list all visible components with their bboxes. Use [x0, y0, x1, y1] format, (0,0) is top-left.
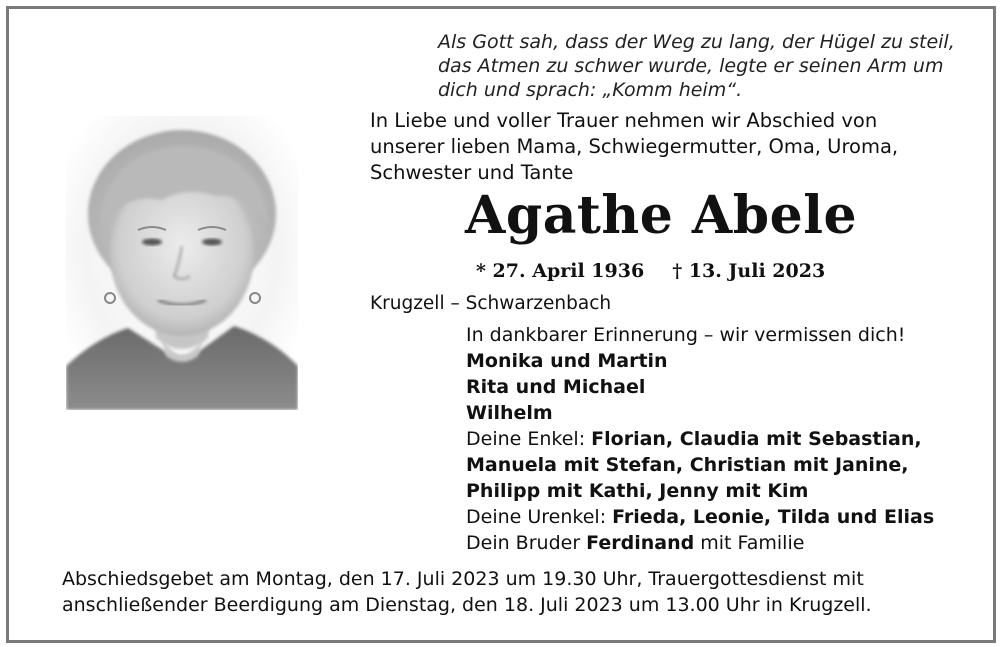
service-line: Abschiedsgebet am Montag, den 17. Juli 2023 um 19.30 Uhr, Trauergottesdienst mit — [62, 568, 864, 590]
mourner-line: Wilhelm — [466, 402, 553, 424]
brother-line — [466, 530, 934, 556]
portrait-photo — [66, 116, 298, 410]
motto-poem — [438, 30, 955, 102]
intro-line: Schwester und Tante — [370, 161, 574, 184]
grandchildren-names: Manuela mit Stefan, Christian mit Janine, — [466, 454, 909, 476]
mourners-list — [466, 322, 934, 556]
great-grandchildren-names: Frieda, Leonie, Tilda und Elias — [612, 506, 935, 528]
place: Krugzell – Schwarzenbach — [370, 293, 612, 314]
great-grandchildren-line — [466, 504, 934, 530]
grandchildren-names: Florian, Claudia mit Sebastian, — [591, 428, 922, 450]
brother-label: Dein Bruder — [466, 532, 587, 554]
motto-line: dich und sprach: „Komm heim“. — [438, 79, 743, 101]
birth-date: * 27. April 1936 — [476, 260, 645, 282]
grandchildren-line — [466, 426, 934, 452]
grandchildren-label: Deine Enkel: — [466, 428, 592, 450]
intro-line: In Liebe und voller Trauer nehmen wir Abschied von — [370, 109, 878, 132]
brother-suffix: mit Familie — [694, 532, 805, 554]
intro-line: unserer lieben Mama, Schwiegermutter, Oma, Uroma, — [370, 135, 899, 158]
motto-line: Als Gott sah, dass der Weg zu lang, der Hügel zu steil, — [438, 31, 955, 53]
deceased-name: Agathe Abele — [465, 185, 858, 246]
brother-name: Ferdinand — [586, 532, 695, 554]
death-date: † 13. Juli 2023 — [672, 260, 826, 282]
life-dates — [476, 258, 825, 284]
service-line: anschließender Beerdigung am Dienstag, den 18. Juli 2023 um 13.00 Uhr in Krugzell. — [62, 594, 872, 616]
motto-line: das Atmen zu schwer wurde, legte er seinen Arm um — [438, 55, 944, 77]
mourner-line: Rita und Michael — [466, 376, 646, 398]
grandchildren-names: Philipp mit Kathi, Jenny mit Kim — [466, 480, 809, 502]
remembrance-line: In dankbarer Erinnerung – wir vermissen dich! — [466, 324, 906, 346]
great-grandchildren-label: Deine Urenkel: — [466, 506, 613, 528]
service-info — [62, 566, 872, 618]
intro-text — [370, 108, 898, 186]
mourner-line: Monika und Martin — [466, 350, 668, 372]
